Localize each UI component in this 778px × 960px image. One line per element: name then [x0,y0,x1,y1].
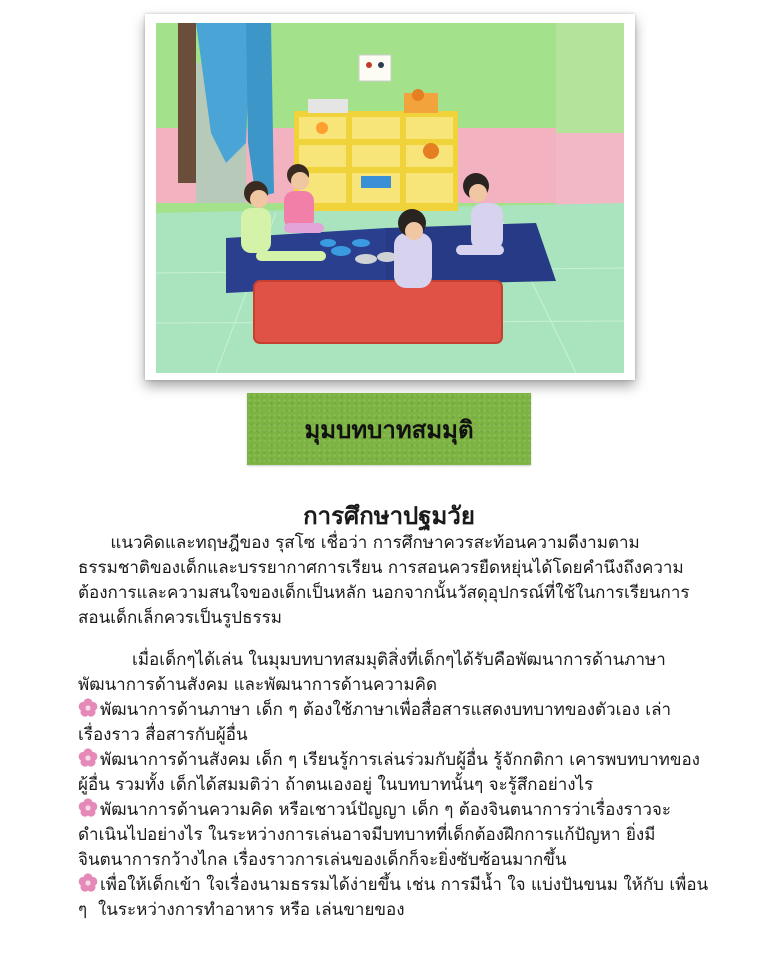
intro-line: ต้องการและความสนใจของเด็กเป็นหลัก นอกจากนั้นวัสดุอุปกรณ์ที่ใช้ในการเรียนการ [78,583,690,603]
line-text: เพื่อให้เด็กเข้า ใจเรื่องนามธรรมได้ง่ายขึ้น เช่น การมีน้ำ ใจ แบ่งปันขนม ให้กับ เพื่อน [100,875,709,895]
bullet-line [78,873,708,898]
line-text: ผู้อื่น รวมทั้ง เด็กได้สมมติว่า ถ้าตนเองอยู่ ในบทบาทนั้นๆ จะรู้สึกอย่างไร [78,775,594,795]
intro-line: แนวคิดและทฤษฎีของ รุสโซ เชื่อว่า การศึกษาควรสะท้อนความดีงามตาม [78,533,640,553]
flower-bullet-icon [78,873,98,893]
corner-title-banner [247,393,531,465]
document-title: การศึกษาปฐมวัย [303,502,475,530]
line-text: พัฒนาการด้านภาษา เด็ก ๆ ต้องใช้ภาษาเพื่อสื่อสารแสดงบทบาทของตัวเอง เล่า [100,700,672,720]
line-text: เรื่องราว สื่อสารกับผู้อื่น [78,725,248,745]
flower-bullet-icon [78,798,98,818]
body-paragraph [78,648,708,923]
flower-bullet-icon [78,748,98,768]
banner-label: มุมบทบาทสมมุติ [304,415,474,444]
bullet-line [78,698,708,723]
body-line [78,723,708,748]
line-text: จินตนาการกว้างไกล เรื่องราวการเล่นของเด็กก็จะยิ่งซับซ้อนมากขึ้น [78,850,567,870]
line-text: ดำเนินไปอย่างไร ในระหว่างการเล่นอาจมีบทบาทที่เด็กต้องฝึกการแก้ปัญหา ยิ่งมี [78,825,656,845]
bullet-line [78,798,708,823]
body-line [78,848,708,873]
line-text: พัฒนาการด้านสังคม และพัฒนาการด้านความคิด [78,675,438,695]
intro-line: ธรรมชาติของเด็กและบรรยากาศการเรียน การสอนควรยืดหยุ่นได้โดยคำนึงถึงความ [78,558,684,578]
classroom-photo [156,23,624,373]
intro-paragraph [78,531,708,631]
body-line [78,898,708,923]
line-text: พัฒนาการด้านความคิด หรือเชาวน์ปัญญา เด็ก ๆ ต้องจินตนาการว่าเรื่องราวจะ [100,800,671,820]
body-line [78,823,708,848]
line-text: เมื่อเด็กๆได้เล่น ในมุมบทบาทสมมุติสิ่งที่เด็กๆได้รับคือพัฒนาการด้านภาษา [78,650,666,670]
bullet-line [78,748,708,773]
body-line [78,773,708,798]
body-line [78,673,708,698]
intro-line: สอนเด็กเล็กควรเป็นรูปธรรม [78,608,282,628]
body-line [78,648,708,673]
line-text: ๆ ในระหว่างการทำอาหาร หรือ เล่นขายของ [78,900,405,920]
photo-frame [145,14,635,380]
flower-bullet-icon [78,698,98,718]
line-text: พัฒนาการด้านสังคม เด็ก ๆ เรียนรู้การเล่นร่วมกับผู้อื่น รู้จักกติกา เคารพบทบาทของ [100,750,700,770]
